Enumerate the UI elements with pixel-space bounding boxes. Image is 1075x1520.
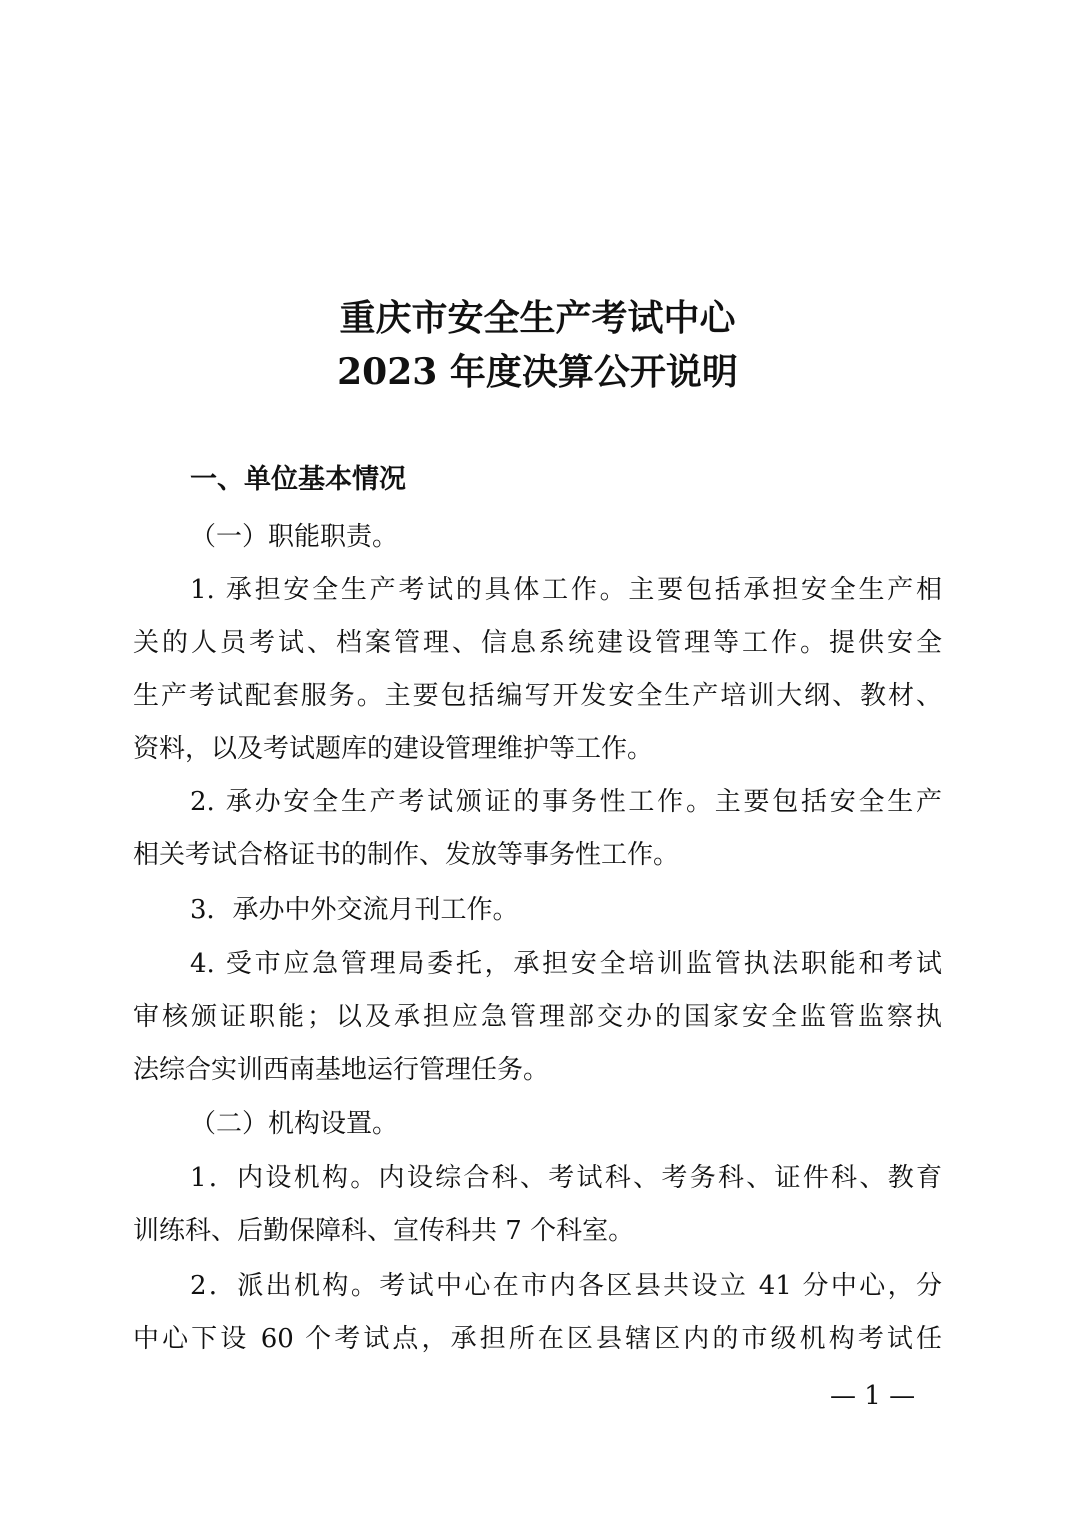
paragraph-line: 生产考试配套服务。主要包括编写开发安全生产培训大纲、教材、 [133, 681, 942, 711]
paragraph-line: 资料，以及考试题库的建设管理维护等工作。 [133, 734, 654, 764]
document-title-line-1: 重庆市安全生产考试中心 [339, 297, 736, 339]
subsection-heading-organization: （二）机构设置。 [190, 1109, 399, 1139]
paragraph-line: 4. 受市应急管理局委托，承担安全培训监管执法职能和考试 [190, 949, 942, 979]
paragraph-line: 3．承办中外交流月刊工作。 [190, 895, 519, 925]
section-heading-basic-info: 一、单位基本情况 [190, 464, 406, 495]
paragraph-line: 审核颁证职能；以及承担应急管理部交办的国家安全监管监察执 [133, 1002, 942, 1032]
paragraph-line: 训练科、后勤保障科、宣传科共 7 个科室。 [133, 1216, 635, 1246]
paragraph-line: 2. 承办安全生产考试颁证的事务性工作。主要包括安全生产 [190, 787, 942, 817]
paragraph-line: 法综合实训西南基地运行管理任务。 [133, 1055, 550, 1085]
paragraph-line: 2．派出机构。考试中心在市内各区县共设立 41 分中心，分 [190, 1271, 942, 1301]
paragraph-line: 1. 承担安全生产考试的具体工作。主要包括承担安全生产相 [190, 575, 942, 605]
subsection-heading-functions: （一）职能职责。 [190, 522, 399, 552]
paragraph-line: 中心下设 60 个考试点，承担所在区县辖区内的市级机构考试任 [133, 1324, 942, 1354]
paragraph-line: 1．内设机构。内设综合科、考试科、考务科、证件科、教育 [190, 1163, 942, 1193]
page-number: — 1 — [830, 1381, 916, 1411]
paragraph-line: 关的人员考试、档案管理、信息系统建设管理等工作。提供安全 [133, 628, 942, 658]
document-title-line-2: 2023 年度决算公开说明 [337, 351, 738, 393]
paragraph-line: 相关考试合格证书的制作、发放等事务性工作。 [133, 840, 680, 870]
